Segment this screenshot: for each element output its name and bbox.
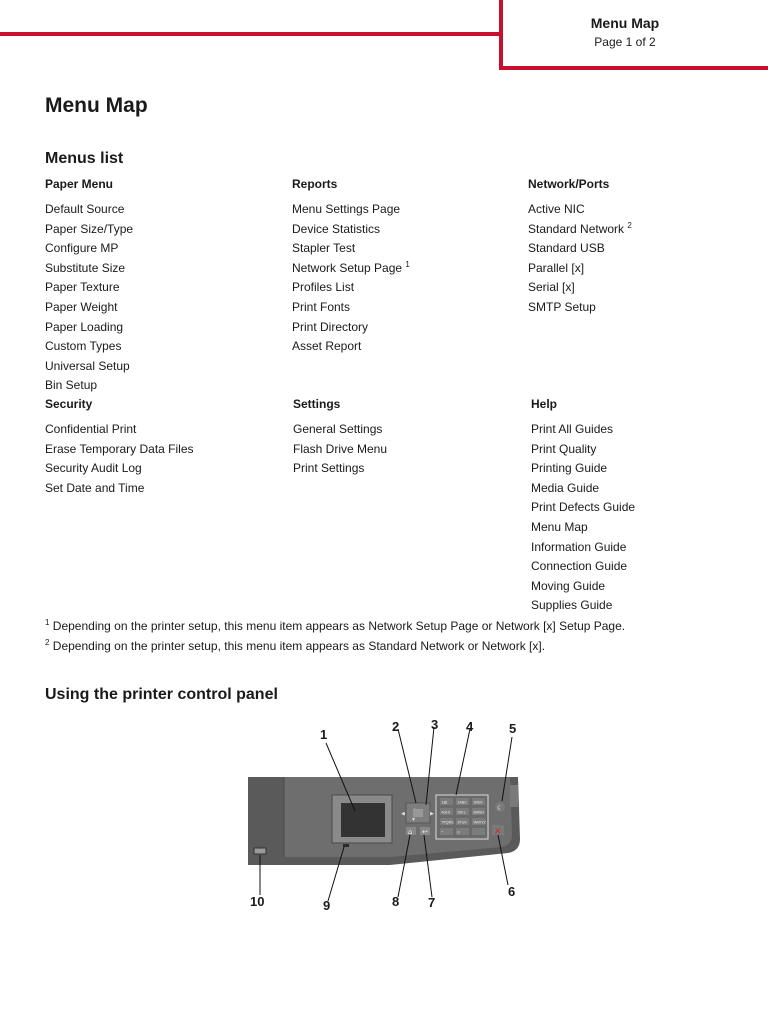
menu-item: Parallel [x]: [528, 260, 585, 275]
keypad-key-label: 4GHI: [441, 810, 450, 815]
menu-item: Default Source: [45, 202, 125, 216]
menu-item: Flash Drive Menu: [293, 441, 388, 456]
menu-item: Paper Texture: [45, 280, 120, 295]
column-title: Settings: [293, 397, 341, 411]
menu-item: Standard Network $^2$: [528, 220, 632, 236]
menu-item: Print Fonts: [292, 299, 351, 314]
header-title: Menu Map: [590, 15, 660, 31]
menu-column-network-ports: [528, 177, 632, 318]
menu-item: Substitute Size: [45, 260, 126, 275]
menu-item: Print Defects Guide: [531, 500, 636, 515]
menu-column-settings: [293, 397, 387, 479]
callout-label: 2: [392, 719, 400, 734]
keypad-key-label: 3DEF: [473, 800, 483, 805]
menu-item: Print All Guides: [531, 422, 614, 436]
menu-column-help: [531, 397, 635, 616]
menu-item: Supplies Guide: [531, 598, 613, 613]
menu-item: Media Guide: [531, 480, 600, 495]
footnote: $^1$ Depending on the printer setup, this menu item appears as Network Setup Page or Network [x] Setup Page.: [45, 618, 626, 633]
callout-label: 8: [392, 894, 400, 909]
keypad-key-label: 2ABC: [457, 800, 467, 805]
menu-item: Custom Types: [45, 339, 122, 354]
menu-item: Asset Report: [292, 339, 362, 354]
menu-item: Set Date and Time: [45, 480, 145, 495]
menu-item: Print Settings: [293, 461, 365, 476]
keypad-key-label: 6MNO: [473, 810, 484, 815]
menu-item: Print Quality: [531, 441, 597, 456]
keypad-key-label: 8TUV: [457, 820, 467, 825]
menu-item: Information Guide: [531, 539, 627, 554]
callout-label: 6: [508, 884, 516, 899]
menu-column-reports: [292, 177, 410, 357]
footnote-ref: 1: [405, 259, 410, 269]
menu-item: Universal Setup: [45, 358, 130, 373]
keypad-key: [472, 828, 485, 835]
menu-item: Serial [x]: [528, 280, 575, 295]
printer-control-panel-illustration: [240, 715, 540, 915]
column-title: Reports: [292, 177, 338, 191]
column-title: Network/Ports: [528, 177, 610, 191]
footnote: $^2$ Depending on the printer setup, this menu item appears as Standard Network or Network [x].: [45, 638, 546, 653]
menu-item: Confidential Print: [45, 422, 137, 436]
menu-item: Bin Setup: [45, 378, 98, 393]
callout-label: 9: [323, 898, 331, 913]
menu-item: Network Setup Page $^1$: [292, 259, 410, 275]
column-title: Help: [531, 397, 558, 411]
keypad-key-label: 1@.: [441, 800, 449, 805]
footnote-ref: 2: [627, 220, 632, 230]
menu-item: Paper Weight: [45, 299, 118, 314]
svg-text:☾: ☾: [497, 804, 504, 812]
callout-label: 1: [320, 727, 328, 742]
svg-text:◀: ◀: [401, 811, 405, 817]
menu-item: Security Audit Log: [45, 461, 142, 476]
menu-item: General Settings: [293, 422, 383, 436]
menu-item: Paper Loading: [45, 319, 124, 334]
keypad-key-label: 0: [457, 830, 460, 835]
panel-latch: [510, 785, 518, 807]
svg-text:↩: ↩: [422, 828, 428, 836]
page-title: Menu Map: [45, 94, 148, 117]
menu-item: Profiles List: [292, 280, 355, 295]
menu-item: SMTP Setup: [528, 299, 596, 314]
svg-text:⌂: ⌂: [408, 828, 413, 836]
menu-item: Active NIC: [528, 202, 585, 216]
control-panel-drawing: [240, 715, 540, 915]
callout-label: 4: [466, 719, 474, 734]
menu-item: Printing Guide: [531, 461, 608, 476]
column-title: Security: [45, 397, 93, 411]
menu-column-security: [45, 397, 194, 498]
header-page-number: Page 1 of 2: [594, 35, 656, 49]
callout-label: 5: [509, 721, 517, 736]
svg-text:▶: ▶: [430, 811, 434, 817]
menu-item: Stapler Test: [292, 241, 356, 256]
ok-button-icon: [413, 809, 423, 817]
menu-item: Erase Temporary Data Files: [45, 441, 194, 456]
keypad-key-label: 5JKL: [457, 810, 466, 815]
keypad-key-label: 7PQRS: [441, 820, 454, 825]
callout-label: 10: [250, 894, 265, 909]
menu-item: Menu Map: [531, 519, 588, 534]
callout-label: 7: [428, 895, 436, 910]
callout-label: 3: [431, 717, 439, 732]
column-title: Paper Menu: [45, 177, 114, 191]
svg-text:▼: ▼: [411, 817, 416, 823]
menu-item: Device Statistics: [292, 221, 381, 236]
menu-item: Menu Settings Page: [292, 202, 401, 216]
menu-item: Connection Guide: [531, 559, 628, 574]
indicator-light-icon: [343, 844, 349, 847]
menu-item: Paper Size/Type: [45, 221, 134, 236]
menu-item: Moving Guide: [531, 578, 606, 593]
usb-port-icon: [254, 848, 266, 854]
menu-item: Print Directory: [292, 319, 369, 334]
header-rule: [0, 32, 502, 36]
control-panel-heading: Using the printer control panel: [45, 686, 278, 703]
svg-text:✕: ✕: [494, 827, 502, 837]
menus-list-heading: Menus list: [45, 150, 124, 167]
menu-item: Configure MP: [45, 241, 119, 256]
keypad-key-label: 9WXYZ: [473, 820, 486, 825]
menu-column-paper: [45, 177, 133, 396]
keypad-key-label: *: [441, 830, 443, 835]
display-screen-icon: [341, 803, 385, 837]
menu-item: Standard USB: [528, 241, 605, 256]
